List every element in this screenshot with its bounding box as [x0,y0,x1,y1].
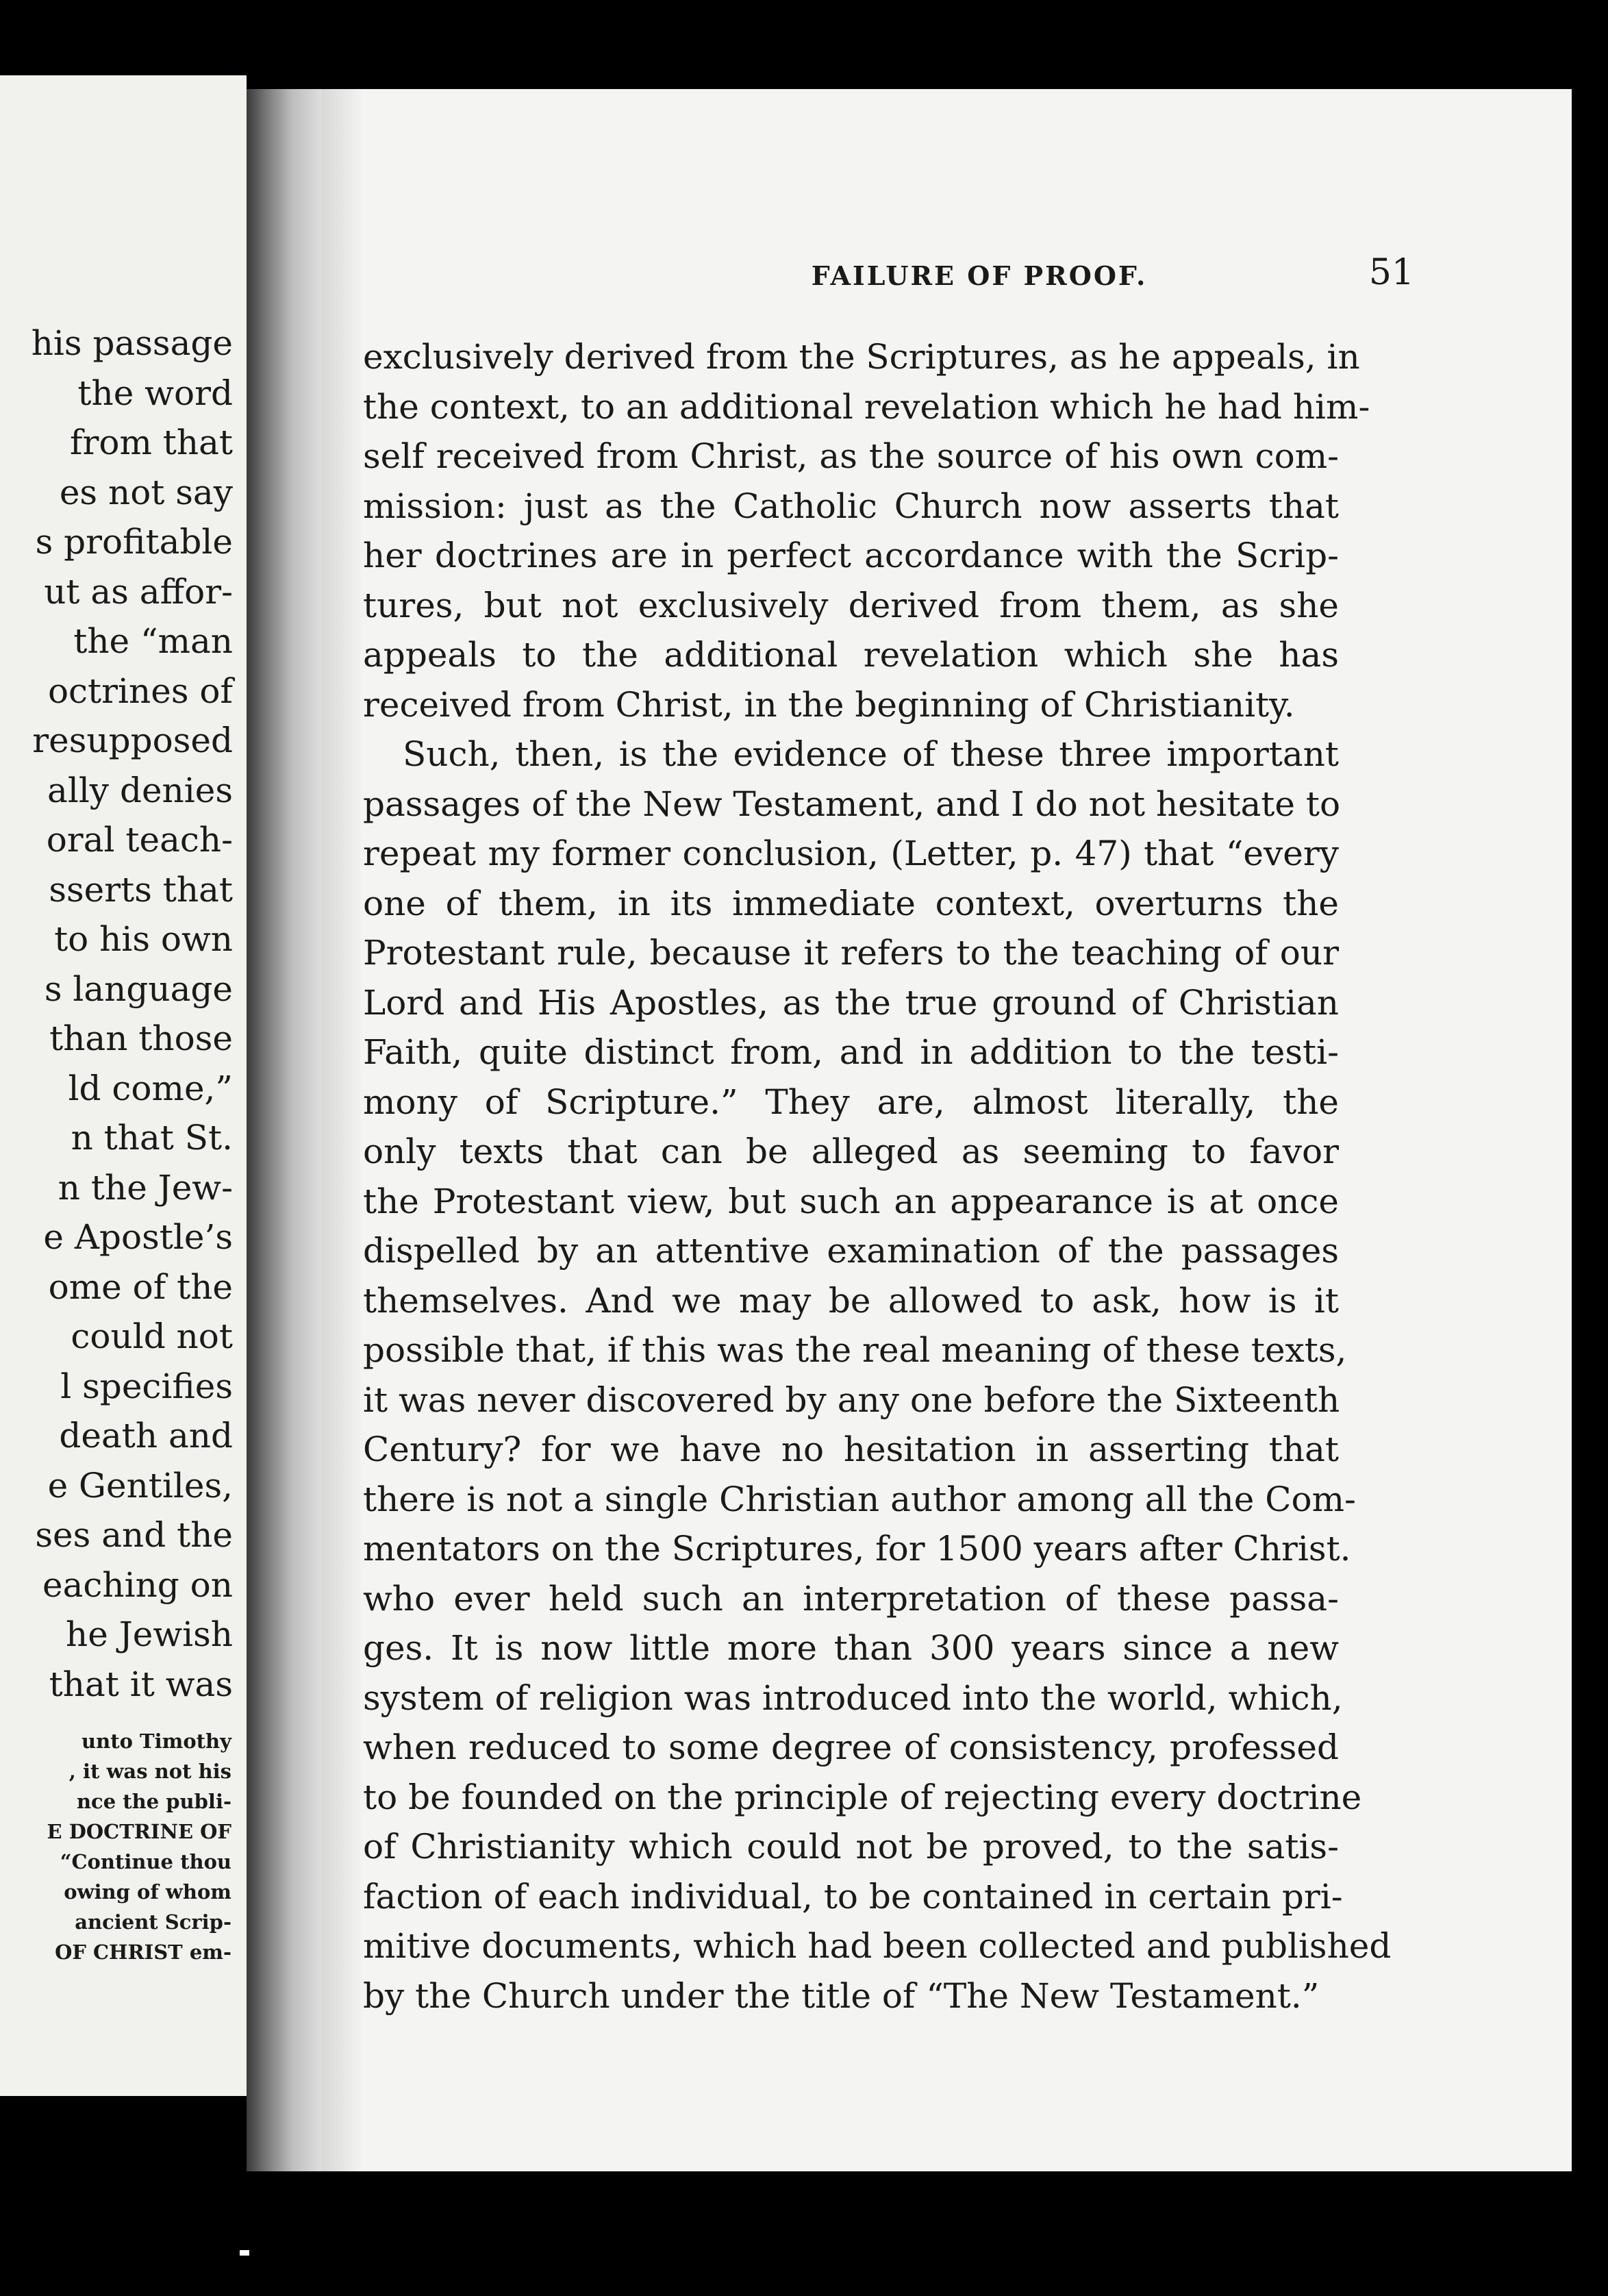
text-line: the Protestant view, but such an appearance is at once [363,1181,1339,1221]
text-line: who ever held such an interpretation of these passa- [363,1578,1339,1619]
text-line: ally denies [47,770,233,810]
text-line: ses and the [35,1515,233,1555]
footnote-line: nce the publi- [76,1790,231,1813]
text-line: s language [44,969,233,1009]
footnote-line: OF CHRIST em- [55,1941,231,1964]
text-line: Century? for we have no hesitation in asserting that [363,1430,1339,1469]
footnote-line: ancient Scrip- [75,1910,231,1934]
text-line: resupposed [32,721,233,760]
footnote-line: unto Timothy [81,1730,231,1753]
text-line: e Apostle’s [43,1217,233,1257]
text-line: that it was [49,1664,233,1704]
text-line: oral teach- [46,820,233,860]
text-line: her doctrines are in perfect accordance with the Scrip- [363,536,1339,575]
text-line: from that [69,423,233,462]
text-line: ome of the [48,1266,233,1307]
left-page-text [32,319,233,1709]
text-line: Such, then, is the evidence of these three important [403,734,1339,774]
text-line: exclusively derived from the Scriptures, as he appeals, in [363,337,1360,377]
book-gutter-shadow [247,89,329,2171]
text-line: passages of the New Testament, and I do not hesitate to [363,784,1341,824]
text-line: death and [59,1416,233,1456]
text-line: octrines of [47,671,233,711]
page-number: 51 [1368,252,1414,293]
text-line: only texts that can be alleged as seeming to favor [363,1132,1339,1171]
text-line: sserts that [49,869,233,910]
text-line: the word [77,373,233,413]
footnote-line: owing of whom [64,1880,231,1904]
text-line: mission: just as the Catholic Church now asserts that [363,486,1339,526]
footnote-line: E DOCTRINE OF [47,1820,231,1843]
footnote-line: , it was not his [68,1760,231,1783]
text-line: dispelled by an attentive examination of the passages [363,1231,1339,1271]
text-line: by the Church under the title of “The New Testament.” [363,1975,1320,2016]
scan-speck [240,2250,249,2256]
text-line: Faith, quite distinct from, and in addition to the testi- [363,1032,1339,1072]
text-line: the “man [73,621,233,661]
text-line: system of religion was introduced into the world, which, [363,1677,1343,1718]
text-line: it was never discovered by any one before the Sixteenth [363,1380,1340,1420]
text-line: ld come,” [68,1068,233,1108]
text-line: ges. It is now little more than 300 years since a new [363,1628,1339,1668]
text-line: one of them, in its immediate context, overturns the [363,883,1339,923]
text-line: repeat my former conclusion, (Letter, p. 47) that “every [363,834,1339,873]
running-head: FAILURE OF PROOF. [811,260,1148,291]
text-line: Lord and His Apostles, as the true ground of Christian [363,982,1339,1023]
text-line: than those [49,1019,233,1058]
text-line: received from Christ, in the beginning of Christianity. [363,684,1295,725]
footnote-line: “Continue thou [60,1850,231,1873]
text-line: mony of Scripture.” They are, almost literally, the [363,1082,1339,1122]
text-line: to be founded on the principle of rejecting every doctrine [363,1777,1362,1817]
text-line: the context, to an additional revelation which he had him- [363,386,1370,427]
text-line: l specifies [60,1366,233,1406]
text-line: tures, but not exclusively derived from them, as she [363,585,1339,625]
right-page [322,89,1572,2171]
text-line: he Jewish [66,1614,233,1654]
text-line: e Gentiles, [47,1465,233,1506]
text-line: there is not a single Christian author among all the Com- [363,1479,1356,1519]
text-line: n the Jew- [58,1167,233,1208]
left-page-footnote [47,1726,232,1967]
text-line: mitive documents, which had been collected and published [363,1926,1392,1966]
text-line: Protestant rule, because it refers to the teaching of our [363,933,1339,973]
text-line: ut as affor- [44,571,233,612]
text-line: could not [71,1317,233,1356]
text-line: self received from Christ, as the source of his own com- [363,436,1339,476]
text-line: faction of each individual, to be contained in certain pri- [363,1876,1343,1917]
text-line: appeals to the additional revelation which she has [363,635,1339,675]
text-line: eaching on [42,1564,233,1605]
text-line: s profitable [35,522,233,562]
text-line: his passage [31,323,233,363]
text-line: n that St. [71,1118,233,1158]
left-page-fragment [0,75,247,2096]
text-line: themselves. And we may be allowed to ask, how is it [363,1280,1339,1321]
text-line: mentators on the Scriptures, for 1500 years after Christ. [363,1529,1351,1569]
text-line: es not say [59,472,233,512]
body-text [363,332,1392,2021]
text-line: possible that, if this was the real meaning of these texts, [363,1330,1347,1370]
text-line: to his own [54,919,233,959]
text-line: when reduced to some degree of consistency, professed [363,1727,1339,1767]
text-line: of Christianity which could not be proved, to the satis- [363,1827,1339,1867]
